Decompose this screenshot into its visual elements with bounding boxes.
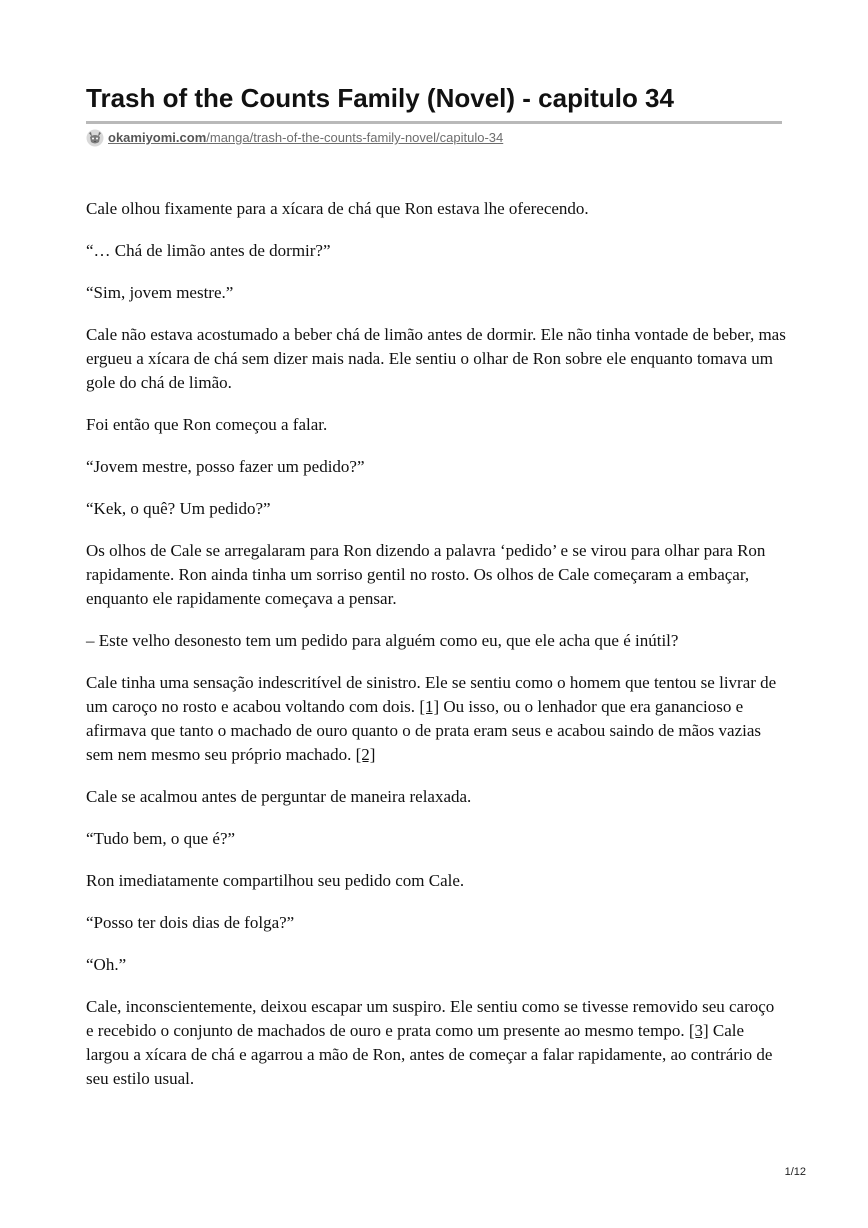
source-link[interactable] [108,129,503,147]
footnote-link-1[interactable]: [1] [419,697,440,716]
footnote-link-2[interactable]: [2] [355,745,376,764]
footnote-link-3[interactable]: [3] [688,1021,709,1040]
paragraph-text: Cale, inconscientemente, deixou escapar um suspiro. Ele sentiu como se tivesse removido seu caroço e recebido o conjunto de machados de ouro e prata como um presente ao mesmo tempo. [86,997,775,1040]
page-title: Trash of the Counts Family (Novel) - capitulo 34 [86,83,674,113]
paragraph: Os olhos de Cale se arregalaram para Ron dizendo a palavra ‘pedido’ e se virou para olhar para Ron rapidamente. Ron ainda tinha um sorriso gentil no rosto. Os olhos de Cale começaram a embaçar, enquanto ele rapidamente começava a pensar. [86,541,766,608]
paragraph [86,995,786,1091]
paragraph-text: Cale tinha uma sensação indescritível de sinistro. Ele se sentiu como o homem que tentou se livrar de um caroço no rosto e acabou voltando com dois. [86,673,777,716]
paragraph: “Jovem mestre, posso fazer um pedido?” [86,457,365,476]
paragraph [86,671,786,767]
paragraph: “… Chá de limão antes de dormir?” [86,241,331,260]
paragraph: “Kek, o quê? Um pedido?” [86,499,271,518]
paragraph: Cale olhou fixamente para a xícara de chá que Ron estava lhe oferecendo. [86,199,589,218]
paragraph: “Sim, jovem mestre.” [86,283,234,302]
paragraph: Cale se acalmou antes de perguntar de maneira relaxada. [86,787,472,806]
paragraph: Foi então que Ron começou a falar. [86,415,328,434]
title-divider [86,121,782,124]
paragraph-text: Ou isso, ou o lenhador que era ganancioso e afirmava que tanto o machado de ouro quanto o de prata eram seus e acabou saindo de mãos vazias sem nem mesmo seu próprio machado. [86,697,762,764]
wolf-logo-icon [86,129,104,147]
paragraph: “Posso ter dois dias de folga?” [86,913,295,932]
page-number: 1/12 [784,1166,806,1178]
paragraph: “Tudo bem, o que é?” [86,829,236,848]
paragraph: Ron imediatamente compartilhou seu pedido com Cale. [86,871,465,890]
source-path: /manga/trash-of-the-counts-family-novel/capitulo-34 [206,130,504,145]
source-domain: okamiyomi.com [108,130,207,145]
paragraph: Cale não estava acostumado a beber chá de limão antes de dormir. Ele não tinha vontade de beber, mas ergueu a xícara de chá sem dizer mais nada. Ele sentiu o olhar de Ron sobre ele enquanto tomava um gole do chá de limão. [86,325,786,392]
source-line [86,129,503,147]
chapter-body [86,197,786,1109]
paragraph: – Este velho desonesto tem um pedido para alguém como eu, que ele acha que é inútil? [86,631,679,650]
paragraph-text: Cale largou a xícara de chá e agarrou a mão de Ron, antes de começar a falar rapidamente, ao contrário de seu estilo usual. [86,1021,773,1088]
paragraph: “Oh.” [86,955,127,974]
